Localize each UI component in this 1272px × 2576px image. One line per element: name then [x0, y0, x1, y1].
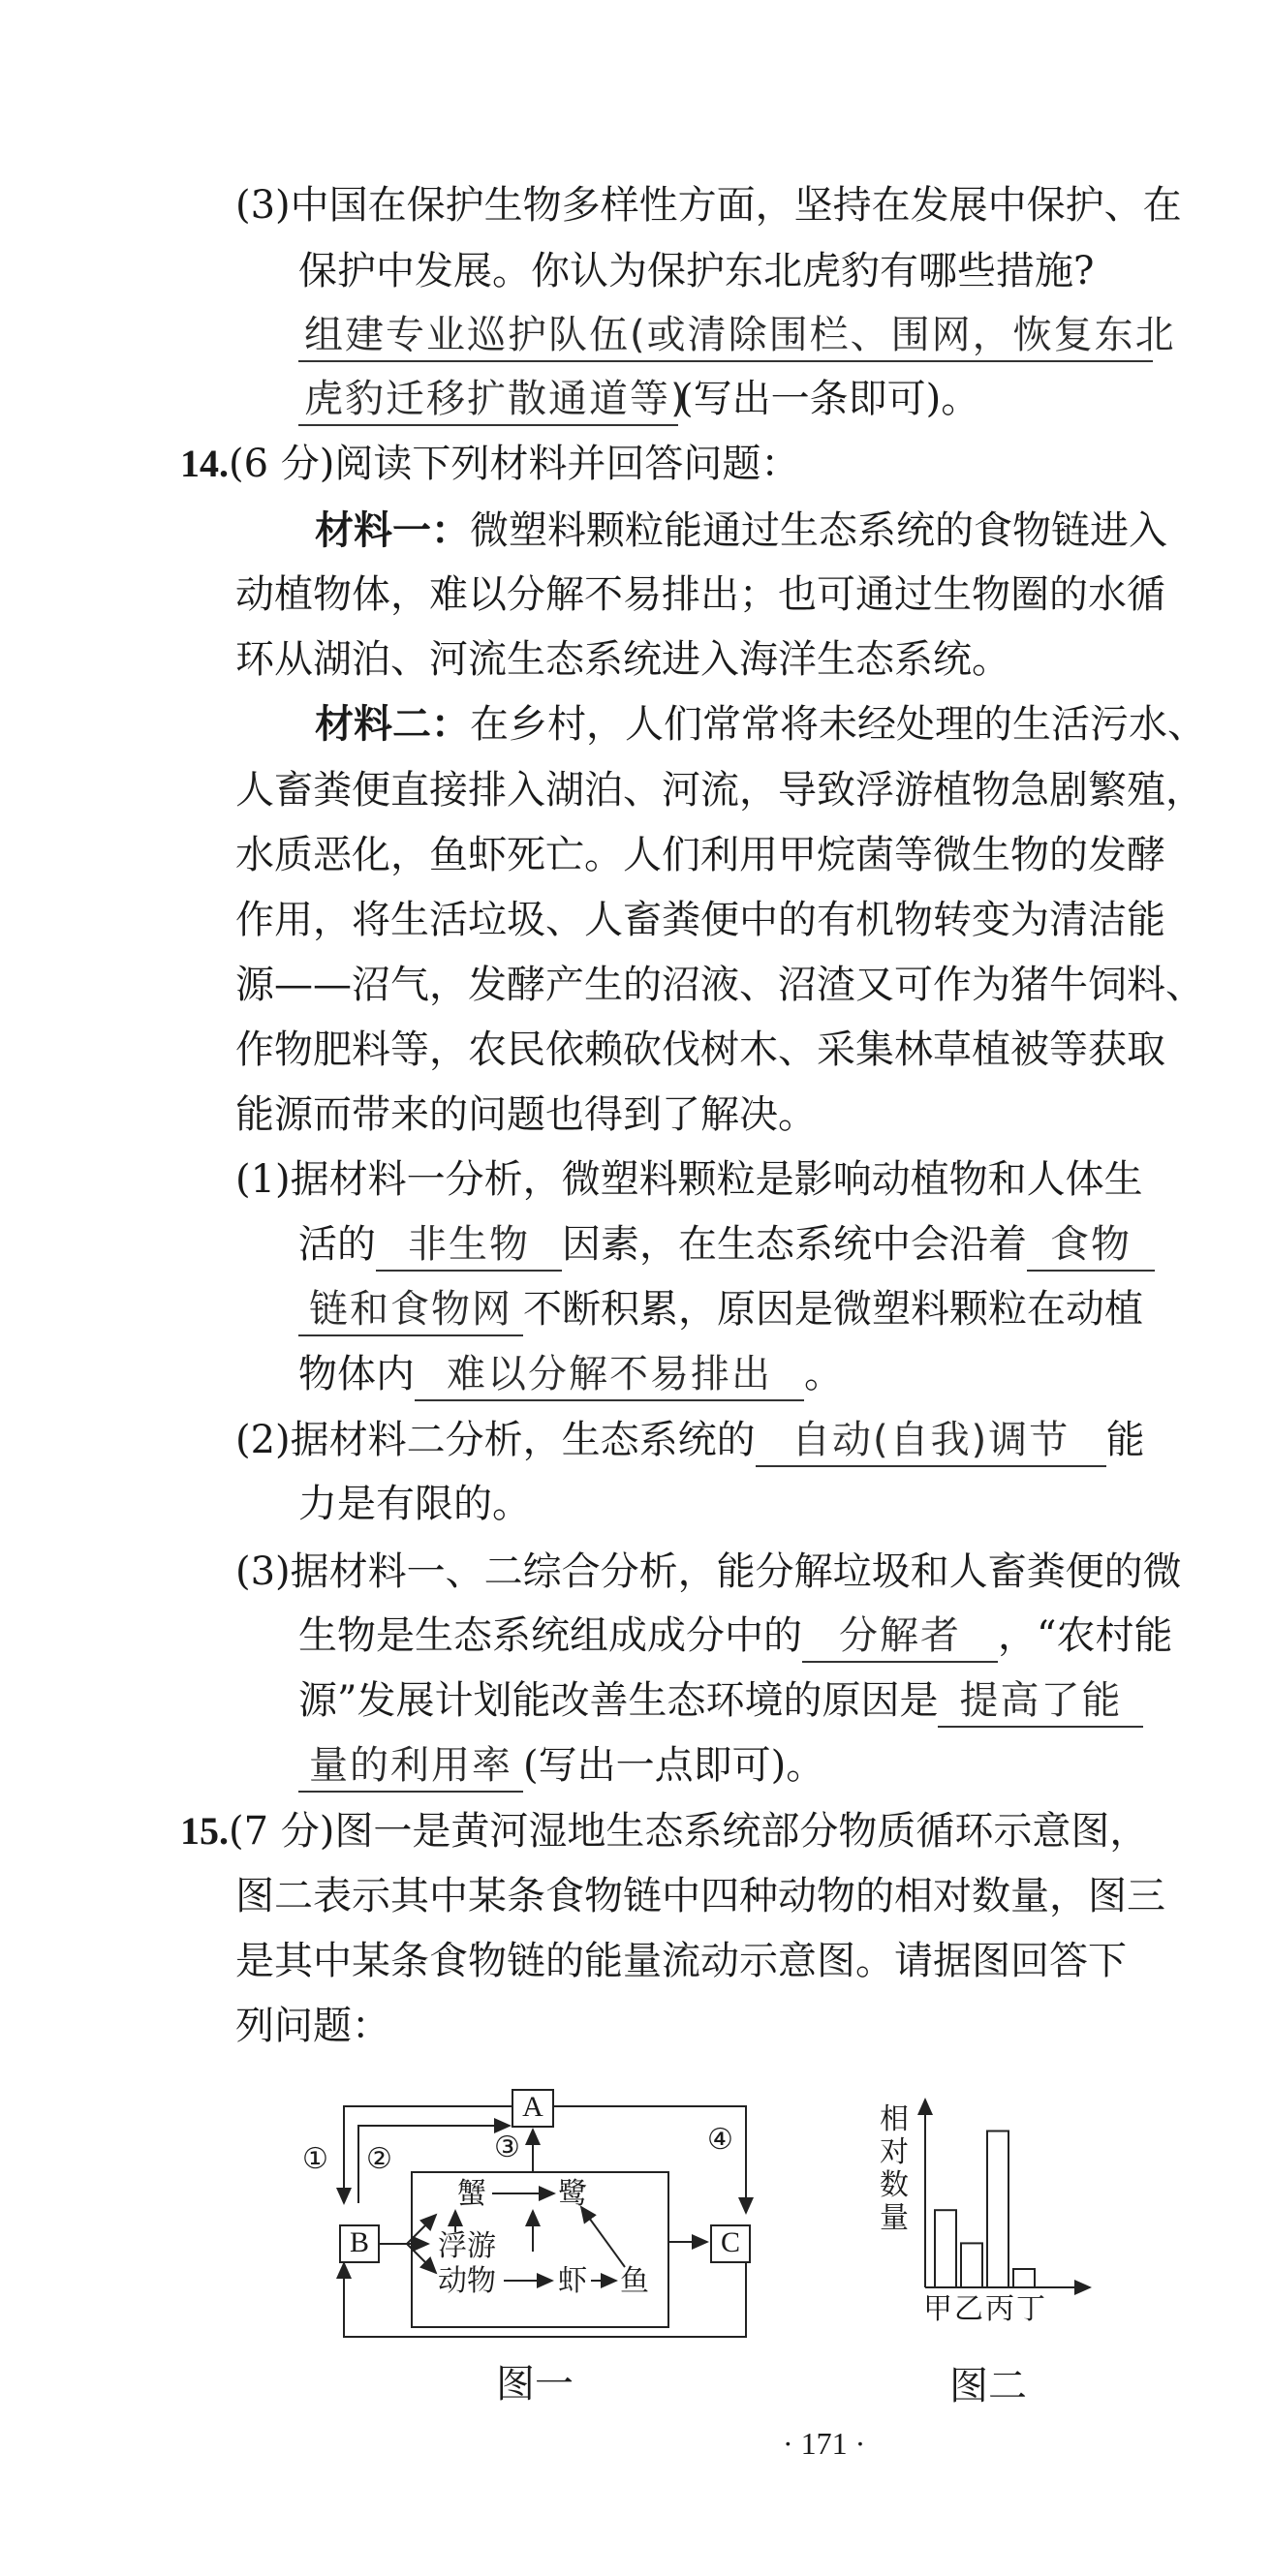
q14-3-text-a: 生物是生态系统组成成分中的: [298, 1613, 802, 1658]
marker-1: ①: [302, 2142, 328, 2176]
q14-material1-line2: 动植物体，难以分解不易排出；也可通过生物圈的水循: [235, 572, 1165, 617]
q14-material2-line5: 源——沼气，发酵产生的沼液、沼渣又可作为猪牛饲料、: [235, 963, 1204, 1007]
q14-stem: [180, 439, 799, 489]
label-plankton-2: 动物: [438, 2264, 496, 2298]
q14-3-text-c: 源”发展计划能改善生态环境的原因是: [298, 1678, 939, 1723]
bar-丁: [1013, 2269, 1035, 2287]
node-b: B: [339, 2224, 380, 2263]
label-shrimp: 虾: [558, 2264, 587, 2298]
q14-1-line4: [298, 1349, 843, 1401]
q14-material2-line6: 作物肥料等，农民依赖砍伐树木、采集林草植被等获取: [235, 1027, 1165, 1072]
label-plankton-1: 浮游: [438, 2229, 496, 2263]
node-c: C: [710, 2224, 751, 2263]
chart-ylabel: 相对数量: [880, 2102, 909, 2235]
q14-material2-line7: 能源而带来的问题也得到了解决。: [235, 1092, 817, 1137]
bar-丙: [987, 2131, 1008, 2288]
q14-material1-line3: 环从湖泊、河流生态系统进入海洋生态系统。: [235, 637, 1010, 682]
q15-line4: 列问题：: [235, 2004, 390, 2048]
figure1-diagram: [291, 2087, 794, 2339]
q14-1-text-c: 不断积累，原因是微塑料颗粒在动植: [523, 1287, 1143, 1332]
marker-4: ④: [707, 2123, 733, 2157]
q15-line3: 是其中某条食物链的能量流动示意图。请据图回答下: [235, 1939, 1127, 1983]
q13-3-line1: (3)中国在保护生物多样性方面，坚持在发展中保护、在: [235, 183, 1182, 228]
q14-3-answer2b: 量的利用率: [298, 1740, 523, 1793]
q14-material2-text1: 在乡村，人们常常将未经处理的生活污水、: [470, 702, 1206, 747]
q14-1-text-a: 活的: [298, 1222, 376, 1267]
q14-2-line2: 力是有限的。: [298, 1482, 531, 1526]
q14-material2-line1: [315, 699, 1206, 750]
q14-material2-line3: 水质恶化，鱼虾死亡。人们利用甲烷菌等微生物的发酵: [235, 833, 1165, 877]
q15-line1: [180, 1806, 1148, 1856]
q14-1-line1: (1)据材料一分析，微塑料颗粒是影响动植物和人体生: [235, 1157, 1143, 1202]
q14-material1-line1: [315, 506, 1167, 556]
q14-material2-line4: 作用，将生活垃圾、人畜粪便中的有机物转变为清洁能: [235, 898, 1165, 942]
q14-2-text-b: 能: [1105, 1418, 1145, 1462]
label-fish: 鱼: [620, 2264, 649, 2298]
q13-3-answer-line2: [298, 374, 979, 426]
q14-1-text-b: 因素，在生态系统中会沿着: [562, 1222, 1027, 1267]
q14-1-answer2b: 链和食物网: [298, 1284, 523, 1336]
q14-1-answer1: 非生物: [376, 1219, 562, 1272]
q13-3-answer-line1: [298, 310, 1176, 362]
q13-3-line2: 保护中发展。你认为保护东北虎豹有哪些措施?: [298, 249, 1095, 293]
q15-line2: 图二表示其中某条食物链中四种动物的相对数量，图三: [235, 1874, 1165, 1918]
q14-material2-label: 材料二：: [315, 701, 470, 747]
marker-2: ②: [366, 2142, 392, 2176]
q14-3-line3: [298, 1675, 1143, 1728]
figure2-caption: 图二: [949, 2364, 1027, 2408]
node-a: A: [512, 2089, 554, 2128]
q14-2-line1: [235, 1415, 1145, 1467]
q14-material2-line2: 人畜粪便直接排入湖泊、河流，导致浮游植物急剧繁殖，: [235, 768, 1204, 813]
q13-3-tail: (写出一条即可)。: [678, 377, 980, 421]
figure2-chart: [877, 2092, 1109, 2334]
q14-3-line4: [298, 1740, 824, 1793]
q14-1-answer3: 难以分解不易排出: [415, 1349, 804, 1401]
q13-3-answer-b: 虎豹迁移扩散通道等): [298, 374, 678, 426]
q14-3-answer1: 分解者: [802, 1610, 998, 1663]
q14-material1-label: 材料一：: [315, 507, 470, 553]
q14-2-answer: 自动(自我)调节: [756, 1415, 1106, 1467]
chart-xlabels: 甲乙丙丁: [923, 2292, 1047, 2326]
label-crab: 蟹: [457, 2177, 486, 2211]
q14-1-line3: [298, 1284, 1143, 1336]
q14-3-line2: [298, 1610, 1172, 1663]
q15-text1: (7 分)图一是黄河湿地生态系统部分物质循环示意图，: [229, 1809, 1149, 1854]
q14-3-text-d: (写出一点即可)。: [523, 1743, 825, 1788]
bar-乙: [961, 2243, 982, 2287]
figure1-caption: 图一: [496, 2362, 574, 2407]
bar-甲: [935, 2210, 956, 2287]
q14-number: 14.: [180, 442, 229, 485]
q14-1-answer2a: 食物: [1027, 1219, 1155, 1272]
q14-3-text-b: ，“农村能: [998, 1613, 1173, 1658]
q14-1-text-e: 。: [804, 1352, 843, 1396]
q13-3-answer-a: 组建专业巡护队伍(或清除围栏、围网，恢复东北: [298, 310, 1153, 362]
q14-stem-text: (6 分)阅读下列材料并回答问题：: [229, 442, 800, 486]
q14-3-line1: (3)据材料一、二综合分析，能分解垃圾和人畜粪便的微: [235, 1549, 1182, 1594]
q14-1-text-d: 物体内: [298, 1352, 415, 1396]
page-number: · 171 ·: [783, 2426, 866, 2461]
q14-2-text-a: (2)据材料二分析，生态系统的: [235, 1418, 756, 1462]
q15-number: 15.: [180, 1809, 229, 1853]
q14-material1-text1: 微塑料颗粒能通过生态系统的食物链进入: [470, 508, 1167, 553]
q14-1-line2: [298, 1219, 1155, 1272]
marker-3: ③: [494, 2131, 520, 2164]
q14-3-answer2a: 提高了能: [938, 1675, 1143, 1728]
label-egret: 鹭: [558, 2177, 587, 2211]
